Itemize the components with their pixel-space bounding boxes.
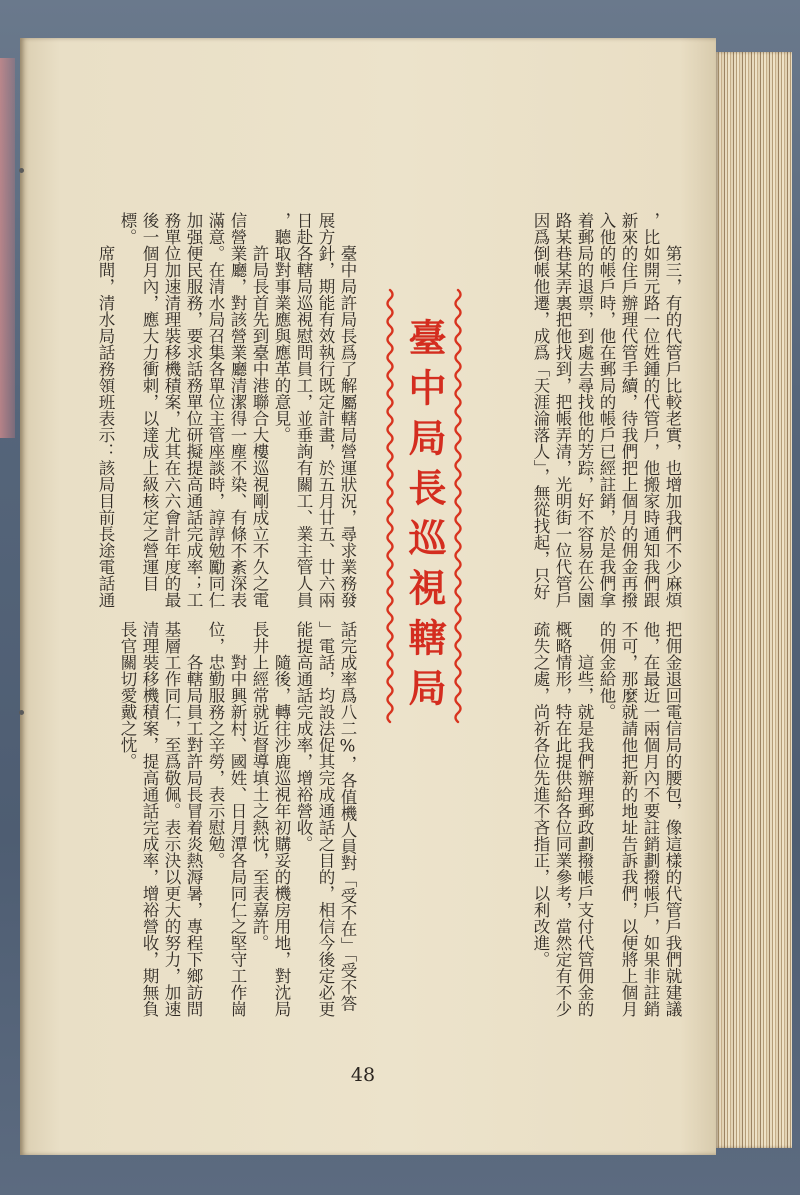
previous-article-column: 這些，就是我們辦理郵政劃撥帳戶支付代管佣金的 xyxy=(575,654,594,1017)
previous-article-lower-tier xyxy=(529,621,683,1021)
article-column: 滿意。在清水局召集各單位主管座談時，諄諄勉勵同仁 xyxy=(206,212,225,608)
article-column: 臺中局許局長爲了解屬轄局營運狀況，尋求業務發 xyxy=(338,245,357,608)
article-column: 清理裝移機積案，提高通話完成率，增裕營收，期無負 xyxy=(140,621,159,1017)
article-column: 日赴各轄局巡視慰問員工，並垂詢有關工、業主管人員 xyxy=(294,212,313,608)
page-edges xyxy=(716,52,792,1148)
previous-article-column: 入他的帳戶時，他在郵局的帳戶已經註銷，於是我們拿 xyxy=(597,212,616,608)
previous-article-column: 疏失之處，尚祈各位先進不吝指正，以利改進。 xyxy=(531,621,550,968)
previous-article-column: 不可，那麼就請他把新的地址告訴我們，以便將上個月 xyxy=(619,621,638,1017)
previous-article-column: 路某巷某弄裏把他找到，把帳弄清，光明街一位代管戶 xyxy=(553,212,572,608)
article-column: 席間，清水局話務領班表示：該局目前長途電話通 xyxy=(96,245,115,608)
previous-article-column: 新來的住戶辦理代管手續，待我們把上個月的佣金再撥 xyxy=(619,212,638,608)
article-column: 務單位加速清理裝移機積案，尤其在六六會計年度的最 xyxy=(162,212,181,608)
previous-article-column: 把佣金退回電信局的腰包，像這樣的代管戶我們就建議 xyxy=(663,621,682,1017)
article-column: 位，忠勤服務之辛勞，表示慰勉。 xyxy=(206,621,225,869)
page-number: 48 xyxy=(350,1064,376,1086)
article-column: 基層工作同仁，至爲敬佩。表示決以更大的努力，加速 xyxy=(162,621,181,1017)
article-column: 話完成率爲八二%，各值機人員對「受不在」「受不答 xyxy=(338,621,357,1012)
article-column: 後一個月內，應大力衝刺，以達成上級核定之營運目 xyxy=(140,212,159,592)
previous-article-column: 第三，有的代管戶比較老實，也增加我們不少麻煩 xyxy=(663,245,682,608)
previous-article-column: ，比如開元路一位姓鍾的代管戶，他搬家時通知我們跟 xyxy=(641,212,660,608)
article-column: 許局長首先到臺中港聯合大樓巡視剛成立不久之電 xyxy=(250,245,269,608)
article-column: 對中興新村、國姓、日月潭各局同仁之堅守工作崗 xyxy=(228,654,247,1017)
article-column: 隨後，轉往沙鹿巡視年初購妥的機房用地，對沈局 xyxy=(272,654,291,1017)
article-title: 臺中局長巡視轄局 xyxy=(402,318,447,718)
binding-hole xyxy=(19,168,24,173)
article-column: 加强便民服務，要求話務單位研擬提高通話完成率；工 xyxy=(184,212,203,608)
article-column: 」電話，均設法促其完成通話之目的，相信今後定必更 xyxy=(316,621,335,1017)
article-column: 能提高通話完成率，增裕營收。 xyxy=(294,621,313,852)
article-column: 長井上經常就近督導填土之熱忱，至表嘉許。 xyxy=(250,621,269,951)
previous-article-upper-tier xyxy=(529,212,683,612)
article-column: 長官關切愛戴之忱。 xyxy=(118,621,137,770)
article-upper-tier xyxy=(94,212,358,612)
previous-article-column: 他，在最近一兩個月內不要註銷劃撥帳戶，如果非註銷 xyxy=(641,621,660,1017)
previous-article-column: 的佣金給他。 xyxy=(597,621,616,720)
article-column: 標。 xyxy=(118,212,137,245)
title-frame-right-border xyxy=(456,290,461,722)
article-column: 各轄局員工對許局長冒着炎熱溽暑，專程下鄉訪問 xyxy=(184,654,203,1017)
article-lower-tier xyxy=(116,621,358,1021)
binding-hole xyxy=(19,710,24,715)
binding-showthrough xyxy=(0,58,15,438)
previous-article-column: 着郵局的退票，到處去尋找他的芳踪，好不容易在公園 xyxy=(575,212,594,608)
title-frame-left-border xyxy=(388,290,393,722)
article-column: 展方針，期能有效執行既定計畫，於五月廿五、廿六兩 xyxy=(316,212,335,608)
previous-article-column: 概略情形，特在此提供給各位同業參考，當然定有不少 xyxy=(553,621,572,1017)
article-column: ，聽取對事業應與應革的意見。 xyxy=(272,212,291,443)
article-column: 信營業廳，對該營業廳清潔得一塵不染、有條不紊深表 xyxy=(228,212,247,608)
previous-article-column: 因爲倒帳他遷，成爲「天涯淪落人」，無從找起，只好 xyxy=(531,212,550,600)
